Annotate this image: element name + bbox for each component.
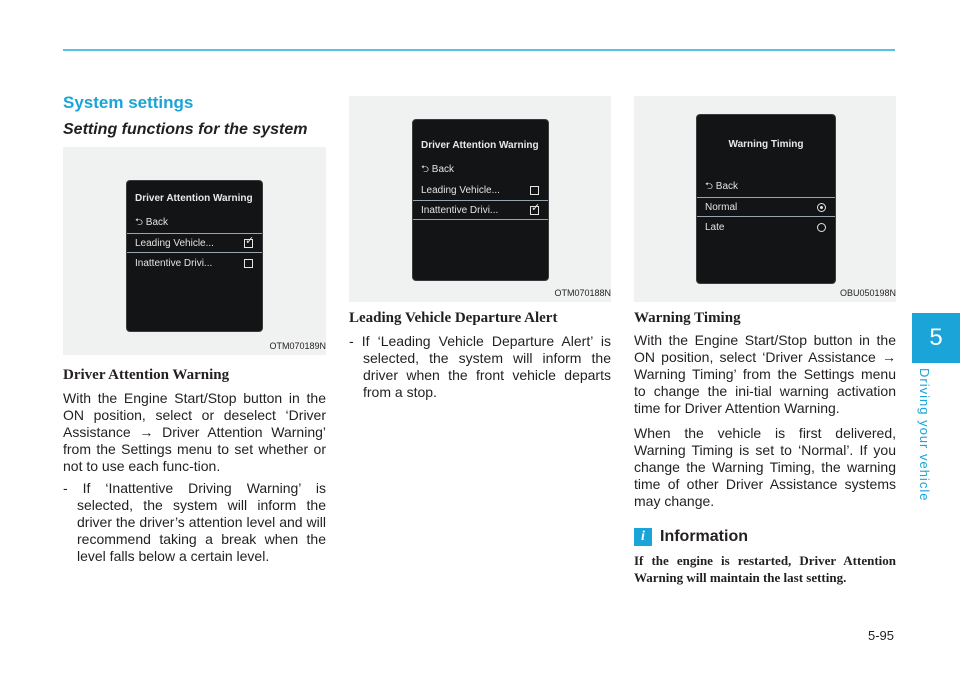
item-label: Leading Vehicle... [135, 237, 214, 249]
checkbox-checked-icon [244, 239, 253, 248]
back-icon: ⮌ [705, 180, 714, 192]
bullet: - If ‘Leading Vehicle Departure Alert’ is selected, the system will inform the driver when the front vehicle departs from a stop. [349, 333, 611, 400]
screen-title: Driver Attention Warning [421, 140, 539, 151]
top-rule [63, 49, 895, 51]
figure-driver-attention [63, 147, 326, 355]
menu-item-inattentive [413, 200, 548, 220]
paragraph: With the Engine Start/Stop button in the ON position, select or deselect ‘Driver Assistance → Driver Attention Warning’ from the Settings menu to set whether or not to use each func-tion. [63, 390, 326, 474]
bullet: - If ‘Inattentive Driving Warning’ is selected, the system will inform the driver the driver’s attention level and will recommend taking a break when the level falls below a certain level. [63, 480, 326, 564]
item-label: Inattentive Drivi... [421, 204, 499, 216]
item-label: Late [705, 221, 725, 233]
back-label: Back [431, 163, 455, 175]
section-title: System settings [63, 93, 194, 112]
heading-leading-vehicle: Leading Vehicle Departure Alert [349, 310, 558, 326]
heading-warning-timing: Warning Timing [634, 310, 741, 326]
radio-icon [817, 223, 826, 232]
checkbox-icon [530, 186, 539, 195]
figure-warning-timing [634, 96, 896, 302]
back-icon: ⮌ [135, 216, 144, 228]
screen-title: Warning Timing [728, 139, 804, 150]
chapter-label: Driving your vehicle [917, 368, 932, 502]
checkbox-checked-icon [530, 206, 539, 215]
info-icon: i [634, 528, 652, 546]
back-row [697, 177, 835, 197]
figure-caption: OTM070189N [269, 341, 326, 351]
subsection-title: Setting functions for the system [63, 121, 308, 138]
chapter-number: 5 [929, 324, 943, 351]
menu-item-leading-vehicle [127, 233, 262, 253]
checkbox-icon [244, 259, 253, 268]
information-heading [634, 528, 896, 546]
display-screen [126, 180, 263, 332]
figure-caption: OTM070188N [554, 288, 611, 298]
page-number: 5-95 [867, 628, 894, 643]
back-row [413, 160, 548, 180]
paragraph: When the vehicle is first delivered, Warning Timing is set to ‘Normal’. If you change the Warning Timing, the warning time of other Driver Assistance systems may change. [634, 425, 896, 509]
menu-item-leading-vehicle [413, 180, 548, 200]
back-label: Back [715, 180, 739, 192]
information-title: Information [660, 528, 748, 545]
column-1 [63, 93, 326, 565]
menu-item-inattentive [127, 253, 262, 273]
back-icon: ⮌ [421, 163, 430, 175]
display-screen [412, 119, 549, 281]
column-3 [634, 96, 896, 586]
radio-selected-icon [817, 203, 826, 212]
chapter-tab [912, 313, 960, 363]
information-text: If the engine is restarted, Driver Attention Warning will maintain the last setting. [634, 553, 896, 585]
item-label: Inattentive Drivi... [135, 257, 213, 269]
screen-title: Driver Attention Warning [135, 193, 253, 204]
back-label: Back [145, 216, 169, 228]
item-label: Normal [705, 201, 738, 213]
option-late [697, 217, 835, 237]
heading-driver-attention: Driver Attention Warning [63, 367, 230, 383]
back-row [127, 213, 262, 233]
option-normal [697, 197, 835, 217]
figure-caption: OBU050198N [839, 288, 896, 298]
display-screen [696, 114, 836, 284]
item-label: Leading Vehicle... [421, 184, 500, 196]
column-2 [349, 96, 611, 401]
figure-leading-vehicle [349, 96, 611, 302]
paragraph: With the Engine Start/Stop button in the ON position, select ‘Driver Assistance → Warning Timing’ from the Settings menu to change the ini-tial warning activation time for Driver Attention Warning. [634, 332, 896, 416]
